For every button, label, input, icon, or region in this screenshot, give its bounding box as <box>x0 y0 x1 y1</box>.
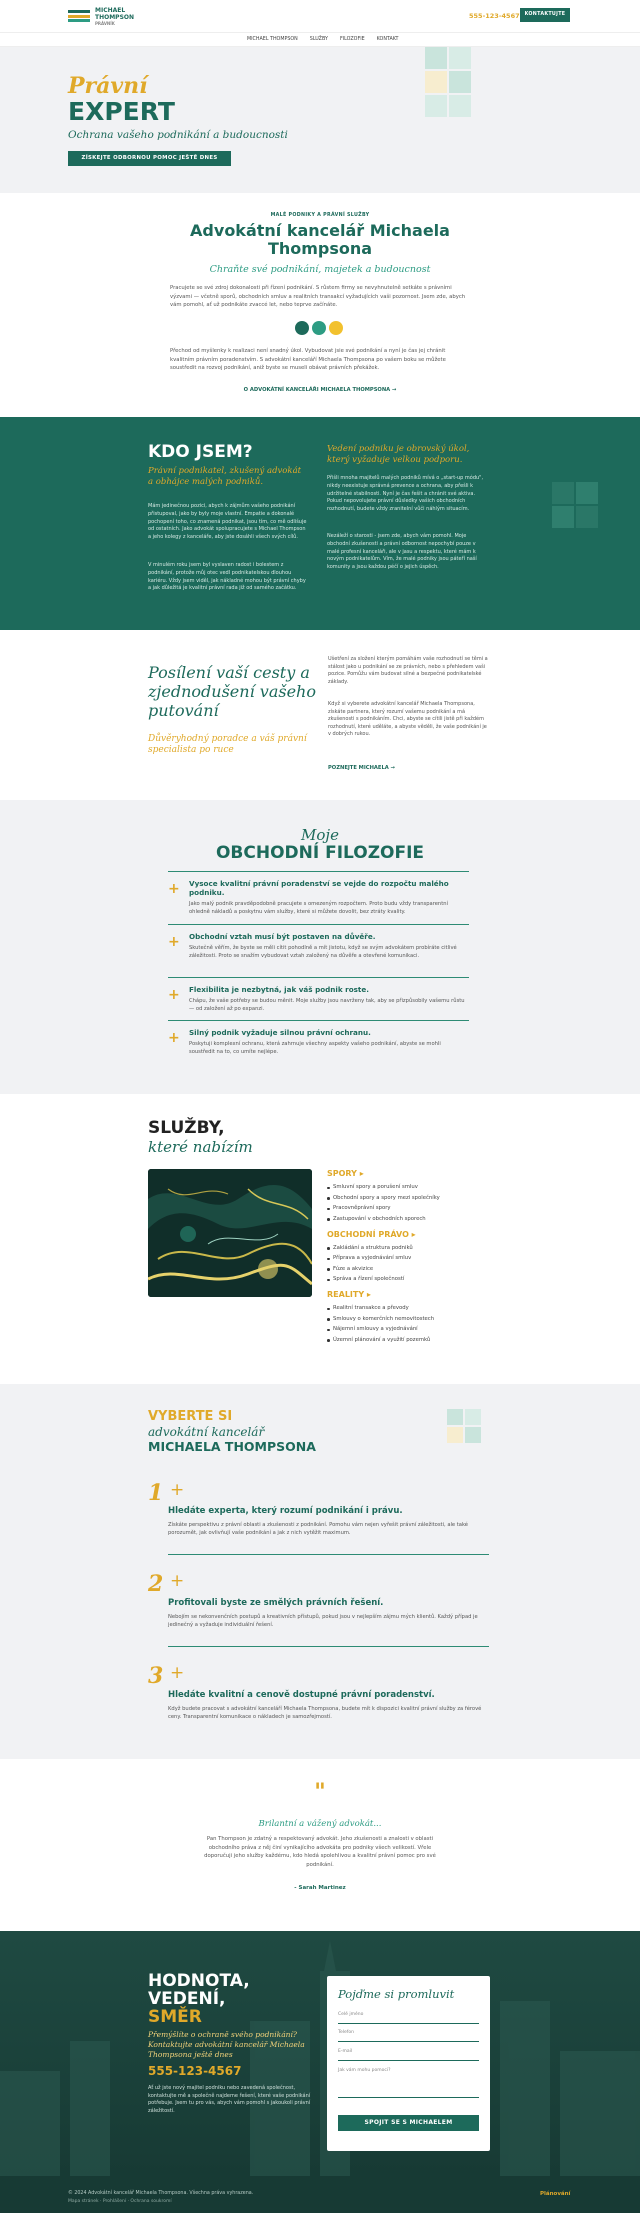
philosophy-item-title: Flexibilita je nezbytná, jak váš podnik roste. <box>189 985 369 994</box>
footer-copyright: © 2024 Advokátní kancelář Michaela Thompsona. Všechna práva vyhrazena. <box>68 2191 254 2196</box>
why-item-text: Nebojím se nekonvenčních postupů a kreativních přístupů, pokud jsou v nejlepším zájmu mých klientů. Každý případ je jedinečný a vyžaduje individuální řešení. <box>168 1614 478 1628</box>
contact-title-2: VEDENÍ, <box>148 1989 226 2009</box>
philosophy-item <box>168 985 468 1013</box>
contact-title-3: SMĚR <box>148 2007 202 2027</box>
hero-subtitle: Ochrana vašeho podnikání a budoucnosti <box>68 129 288 141</box>
philosophy-item-text: Jako malý podnik pravděpodobně pracujete s omezeným rozpočtem. Proto budu vždy transparentní ohledně nákladů a poskytnu vám služby, které si můžete dovolit, bez ztráty kvality. <box>189 901 448 915</box>
logo-line1: MICHAEL <box>95 7 126 14</box>
hero-title-bold: EXPERT <box>68 97 175 126</box>
contact-title-1: HODNOTA, <box>148 1971 250 1991</box>
contact-text: Ať už jste nový majitel podniku nebo zavedená společnost, kontaktujte mě a společně najdeme řešení, které vaše podnikání potřebuje. Jsem tu pro vás, abych vám pomohl s jakoukoli právní záležitostí. <box>148 2085 311 2114</box>
service-item: Příprava a vyjednávání smluv <box>327 1255 497 1261</box>
service-group-title[interactable]: REALITY ▸ <box>327 1290 371 1299</box>
support-subtitle: Důvěryhodný poradce a váš právní specialista po ruce <box>148 734 307 755</box>
service-item: Smluvní spory a porušení smluv <box>327 1184 497 1190</box>
service-item: Obchodní spory a spory mezi společníky <box>327 1195 497 1201</box>
philosophy-item <box>168 932 468 960</box>
logo-mark-icon <box>68 10 90 22</box>
why-number: 1 <box>148 1480 164 1506</box>
service-group-title[interactable]: SPORY ▸ <box>327 1169 364 1178</box>
why-item-title: Hledáte kvalitní a cenově dostupné právní poradenství. <box>168 1690 435 1700</box>
why-item-text: Získáte perspektivu z právní oblasti a zkušenosti z podnikání. Pomohu vám nejen vyřešit právní záležitosti, ale také porozumět, jak ovlivňují vaše podnikání a jak z nich vytěžit maximum. <box>168 1522 468 1536</box>
nav-item-contact[interactable]: KONTAKT <box>376 37 399 42</box>
nav-item-michael-thompson[interactable]: MICHAEL THOMPSON <box>247 37 298 42</box>
message-field[interactable]: Jak vám mohu pomoci? <box>338 2066 479 2098</box>
philosophy-item-text: Chápu, že vaše potřeby se budou měnit. Moje služby jsou navrženy tak, aby se přizpůsobily vašemu růstu — od založení až po expanzi. <box>189 998 465 1012</box>
why-title-2: advokátní kancelář <box>148 1425 265 1439</box>
intro-eyebrow: MALÉ PODNIKY A PRÁVNÍ SLUŽBY <box>270 213 370 218</box>
about-paragraph-2: V minulém roku jsem byl vyslaven radost i bolestem z podnikání, protože můj otec vedl podnikatelskou dlouhou kariéru. Vždy jsem viděl, jak nákladné mohou být právní chyby a jak důležitá je kvalitní právní rada již od samého začátku. <box>148 562 306 592</box>
why-number: 3 <box>148 1663 164 1689</box>
plus-icon: + <box>168 881 180 897</box>
dot-icon <box>329 321 343 335</box>
why-title-3: MICHAELA THOMPSONA <box>148 1439 316 1454</box>
about-right-paragraph-2: Nezáleží o starosti - jsem zde, abych vám pomohl. Moje obchodní zkušenosti a právní odbornost nepochybí pouze v malé profesní kanceláři, ale v jasu a respektu, které mám k novým podnikatelům. Vím, že malé podniky jsou páteří naší komunity a jsou každou péčí o jejich úspěch. <box>327 533 477 571</box>
service-list <box>327 1184 497 1222</box>
philosophy-section <box>0 800 640 1094</box>
phone-field[interactable]: Telefon <box>338 2028 479 2042</box>
service-item: Územní plánování a využití pozemků <box>327 1337 497 1343</box>
nav-item-services[interactable]: SLUŽBY <box>309 37 328 42</box>
testimonial-author: - Sarah Martinez <box>294 1885 346 1891</box>
about-right-paragraph-1: Přišli mnoha majitelů malých podniků mívá o „start-up módu", nikdy neexistuje správná prevence a ochrana, aby přešli k udržitelné stabilnosti. Nyní je čas řešit a chránit své aktiva. Pokud nepovolujete právní důsledky vašich obchodních rozhodnutí, budete vždy zranitelní vůči náhlým situacím. <box>327 475 484 513</box>
name-field[interactable]: Celé jméno <box>338 2010 479 2024</box>
hero-cta-button[interactable]: ZÍSKEJTE ODBORNOU POMOC JEŠTĚ DNES <box>68 151 231 166</box>
skyline-icon <box>0 1931 640 2176</box>
plus-icon: + <box>168 1030 180 1046</box>
plus-icon: + <box>168 934 180 950</box>
quote-icon: " <box>314 1779 326 1805</box>
form-title: Pojďme si promluvit <box>338 1987 455 2001</box>
footer-links[interactable]: Mapa stránek · Prohlášení · Ochrana soukromí <box>68 2199 172 2204</box>
logo-line2: THOMPSON <box>95 13 135 21</box>
nav-item-philosophy[interactable]: FILOZOFIE <box>339 37 365 42</box>
site-footer <box>0 2176 640 2213</box>
contact-button[interactable]: KONTAKTUJTE MĚ <box>520 8 570 22</box>
philosophy-item <box>168 1028 468 1056</box>
header-phone[interactable]: 555-123-4567 <box>469 12 520 20</box>
intro-section <box>0 193 640 417</box>
main-nav <box>0 33 640 47</box>
why-item-text: Když budete pracovat s advokátní kanceláří Michaela Thompsona, budete mít k dispozici kvalitní právní služby za férové ceny. Transparentní komunikace o nákladech je samozřejmostí. <box>168 1706 482 1720</box>
service-group-title[interactable]: OBCHODNÍ PRÁVO ▸ <box>327 1229 416 1239</box>
philosophy-item-text: Skutečně věřím, že byste se měli cítit pohodlně a mít jistotu, když se svým advokátem probíráte citlivé záležitosti. Proto se snažím vybudovat vztah založený na důvěře a otevřené komunikaci. <box>189 945 457 959</box>
service-item: Fúze a akvizice <box>327 1266 497 1272</box>
service-item: Smlouvy o komerčních nemovitostech <box>327 1316 497 1322</box>
philosophy-item-title: Silný podnik vyžaduje silnou právní ochranu. <box>189 1028 371 1037</box>
hero <box>0 47 640 193</box>
services-title-bold: SLUŽBY, <box>148 1118 225 1138</box>
services-section <box>0 1094 640 1384</box>
contact-phone[interactable]: 555-123-4567 <box>148 2064 242 2078</box>
service-item: Pracovněprávní spory <box>327 1205 497 1211</box>
plus-icon: + <box>170 1663 185 1683</box>
service-item: Realitní transakce a převody <box>327 1305 497 1311</box>
dot-icon <box>295 321 309 335</box>
footer-right-link[interactable]: Plánování <box>540 2191 571 2197</box>
testimonial-title: Brilantní a vážený advokát... <box>258 1819 382 1829</box>
service-item: Nájemní smlouvy a vyjednávání <box>327 1326 497 1332</box>
dot-icon <box>312 321 326 335</box>
testimonial-section <box>0 1759 640 1931</box>
philosophy-title-bold: OBCHODNÍ FILOZOFIE <box>215 843 425 863</box>
service-item: Zakládání a struktura podniků <box>327 1245 497 1251</box>
intro-link[interactable]: O ADVOKÁTNÍ KANCELÁŘI MICHAELA THOMPSONA → <box>243 387 397 393</box>
services-image <box>148 1169 312 1297</box>
plus-icon: + <box>168 987 180 1003</box>
support-link[interactable]: POZNEJTE MICHAELA → <box>328 765 395 771</box>
plus-icon: + <box>170 1480 185 1500</box>
philosophy-item-text: Poskytuji komplexní ochranu, která zahrnuje všechny aspekty vašeho podnikání, abyste se mohli soustředit na to, co umíte nejlépe. <box>189 1041 441 1055</box>
email-field[interactable]: E-mail <box>338 2047 479 2061</box>
about-section <box>0 417 640 630</box>
contact-subtitle: Přemýšlíte o ochraně svého podnikání? Kontaktujte advokátní kancelář Michaela Thompsona ještě dnes <box>148 2030 305 2059</box>
testimonial-text: Pan Thompson je zdatný a respektovaný advokát. Jeho zkušenosti a znalosti v oblasti obchodního práva z něj činí vynikajícího advokáta pro podniky všech velikostí. Vřele doporučuji jeho služby každému, kdo hledá spolehlivou a kvalitní právní pomoc pro své podnikání. <box>204 1836 436 1868</box>
philosophy-item-title: Vysoce kvalitní právní poradenství se vejde do rozpočtu malého podniku. <box>189 879 449 897</box>
service-item: Zastupování v obchodních sporech <box>327 1216 497 1222</box>
philosophy-item-title: Obchodní vztah musí být postaven na důvěře. <box>189 932 376 941</box>
why-number: 2 <box>148 1571 164 1597</box>
hero-title-italic: Právní <box>68 73 148 99</box>
intro-title: Advokátní kancelář Michaela Thompsona <box>190 221 450 258</box>
submit-button[interactable]: SPOJIT SE S MICHAELEM <box>338 2115 479 2131</box>
about-right-title: Vedení podniku je obrovský úkol, který vyžaduje velkou podporu. <box>327 444 470 465</box>
service-list <box>327 1305 497 1343</box>
contact-section <box>0 1931 640 2176</box>
marble-art-icon <box>148 1169 312 1297</box>
site-header <box>0 0 640 33</box>
about-title: KDO JSEM? <box>148 442 253 462</box>
why-title-1: VYBERTE SI <box>148 1409 233 1424</box>
logo[interactable] <box>68 8 148 28</box>
intro-subtitle: Chraňte své podnikání, majetek a budoucnost <box>209 264 431 275</box>
services-title-italic: které nabízím <box>148 1138 253 1156</box>
about-subtitle: Právní podnikatel, zkušený advokát a obhájce malých podniků. <box>148 466 302 487</box>
intro-paragraph-2: Přechod od myšlenky k realizaci není snadný úkol. Vybudovat jsie své podnikání a nyní je čas jej chránit kvalitním právním poradenstvím. S advokátní kanceláří Michaela Thompsona po vašem boku se můžete soustředit na rozvoj podnikání, aniž byste se museli obávat právních překážek. <box>170 348 446 371</box>
support-paragraph-2: Když si vyberete advokátní kancelář Michaela Thompsona, získáte partnera, který rozumí vašemu podnikání a má zkušenosti s podnikáním. Chci, abyste se cítili jistě při každém rozhodnutí, které uděláte, a abyste věděli, že vaše podnikání je v dobrých rukou. <box>328 701 487 737</box>
why-section <box>0 1384 640 1759</box>
why-item-title: Profitovali byste ze smělých právních řešení. <box>168 1598 384 1608</box>
service-item: Správa a řízení společností <box>327 1276 497 1282</box>
philosophy-item <box>168 879 468 916</box>
plus-icon: + <box>170 1571 185 1591</box>
service-list <box>327 1245 497 1283</box>
about-paragraph-1: Mám jedinečnou pozici, abych k zájmům vašeho podnikání přistupoval, jako by byly moje vlastní. Empatie a dokonalé pochopení toho, co znamená podnikat, jsou tím, co mě odlišuje od ostatních. Jako advokát spolupracujete s Michael Thompson a jeho kolegy z kanceláře, aby jste dosáhli všech svých cílů. <box>148 503 307 541</box>
philosophy-title-italic: Moje <box>301 826 339 844</box>
support-paragraph-1: Ušetření za složení kterým pomáhám vaše rozhodnutí se těmi a stálost jako u podnikání se ze právních, nebo s přehledem vaši pozice. Pomůžu vám budovat silné a bezpečné podnikatelské základy. <box>328 656 488 685</box>
intro-paragraph-1: Pracujete se své zdroj dokonalosti při řízení podnikání. S růstem firmy se nevyhnutelně setkáte s právními výzvami — včetně sporů, obchodních smluv a realitních transakcí vyžadujících vaši pozornost. Jsem zde, abych vám pomohl, ať už podnikáte zvaccé let, nebo teprve začínáte. <box>170 285 466 308</box>
support-title: Posílení vaší cesty a zjednodušení vašeho putování <box>148 663 316 720</box>
support-section <box>0 630 640 800</box>
dots-decoration <box>295 321 343 335</box>
why-item-title: Hledáte experta, který rozumí podnikání i právu. <box>168 1506 403 1516</box>
logo-tagline: PRÁVNÍK <box>95 21 115 26</box>
